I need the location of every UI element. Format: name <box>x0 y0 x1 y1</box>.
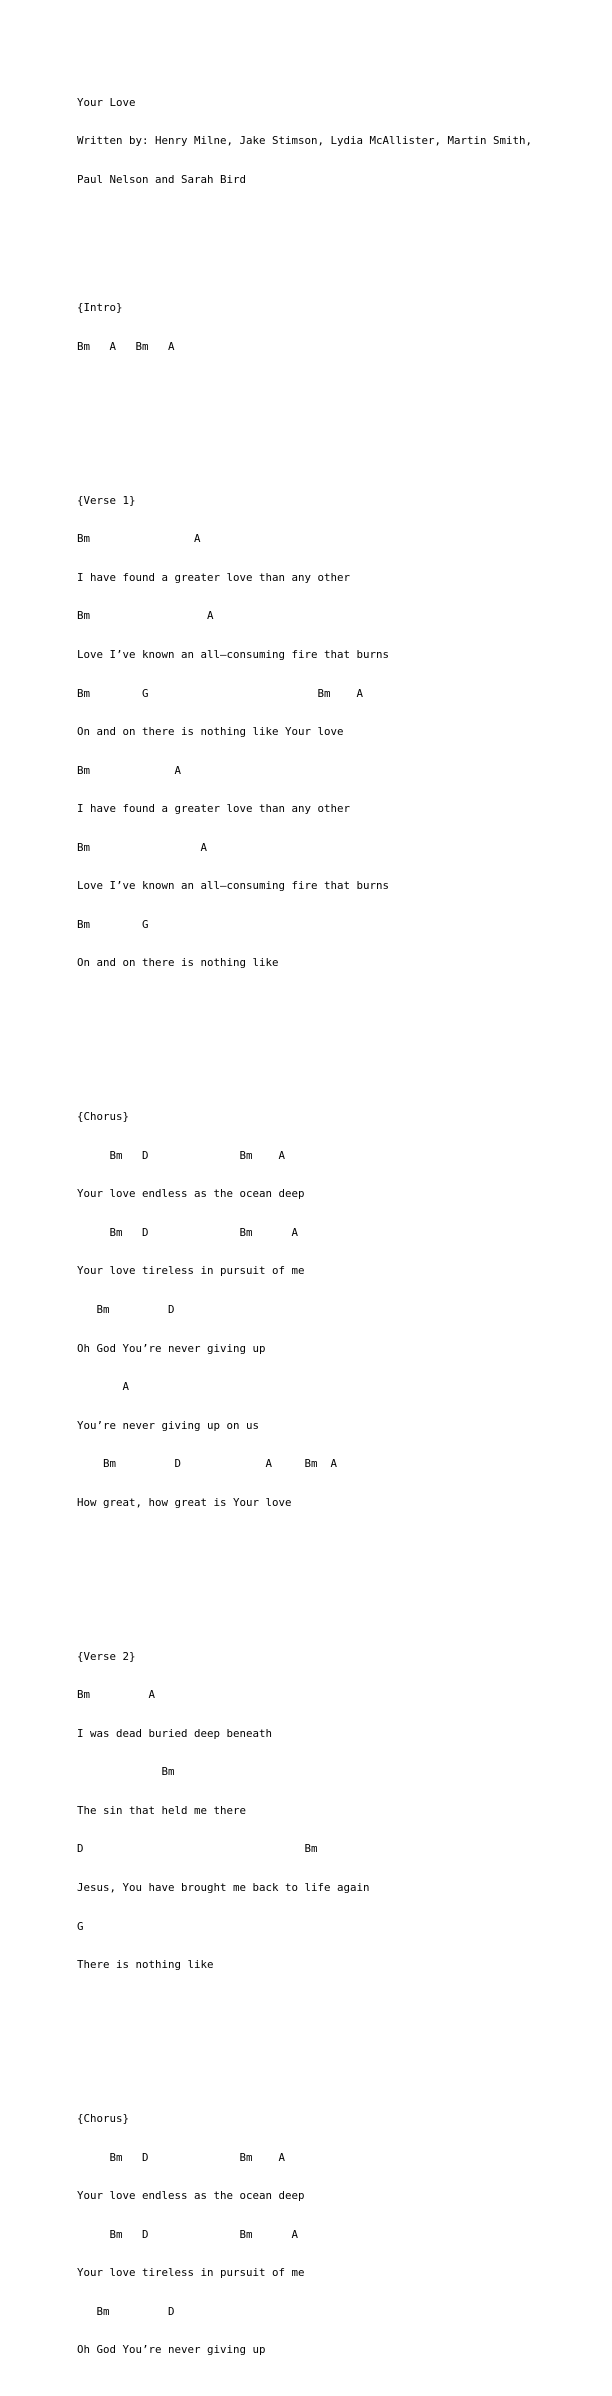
section-label: {Intro} <box>77 301 123 315</box>
lyric-line: Love I’ve known an all–consuming fire that burns <box>77 879 390 893</box>
credits-line: Written by: Henry Milne, Jake Stimson, Lydia McAllister, Martin Smith, <box>77 134 533 148</box>
lyric-line: Your love endless as the ocean deep <box>77 1187 305 1201</box>
section-label: {Verse 1} <box>77 493 136 507</box>
section-label: {Verse 2} <box>77 1649 136 1663</box>
chord-line: Bm A <box>77 609 214 623</box>
chord-line: Bm D A Bm A <box>77 1457 338 1471</box>
chord-line: Bm A <box>77 1688 156 1702</box>
credits-line: Paul Nelson and Sarah Bird <box>77 172 247 186</box>
section-label: {Chorus} <box>77 1110 130 1124</box>
lyric-line: Your love tireless in pursuit of me <box>77 1264 305 1278</box>
chord-line: Bm A <box>77 763 182 777</box>
spacer <box>77 212 532 225</box>
section-verse-1 <box>77 469 532 996</box>
lyric-line: How great, how great is Your love <box>77 1495 292 1509</box>
chord-line: Bm A <box>77 532 201 546</box>
lyric-line: Oh God You’re never giving up <box>77 2343 266 2357</box>
section-chorus-repeat <box>77 2087 532 2382</box>
chord-line: G <box>77 1919 84 1933</box>
section-label: {Chorus} <box>77 2112 130 2126</box>
spacer <box>77 1561 532 1574</box>
spacer <box>77 2023 532 2036</box>
chord-line: Bm D Bm A <box>77 1225 299 1239</box>
chord-line: Bm D <box>77 2304 175 2318</box>
lyric-line: I have found a greater love than any other <box>77 570 351 584</box>
lyric-line: Your love endless as the ocean deep <box>77 2189 305 2203</box>
lyric-line: I have found a greater love than any other <box>77 802 351 816</box>
chord-line: D Bm <box>77 1842 318 1856</box>
lyric-line: Oh God You’re never giving up <box>77 1341 266 1355</box>
lyric-line: Jesus, You have brought me back to life again <box>77 1880 370 1894</box>
lyric-line: Love I’ve known an all–consuming fire that burns <box>77 647 390 661</box>
chord-line: Bm A <box>77 840 208 854</box>
chord-line: Bm D <box>77 1303 175 1316</box>
song-title: Your Love <box>77 95 136 109</box>
spacer <box>77 1021 532 1034</box>
section-chorus <box>77 1086 532 1536</box>
lyric-line: On and on there is nothing like Your love <box>77 725 344 739</box>
lyric-line: I was dead buried deep beneath <box>77 1726 273 1740</box>
section-intro <box>77 277 532 380</box>
chord-sheet <box>77 71 532 2396</box>
chord-line: Bm D Bm A <box>77 2227 299 2241</box>
chord-line: Bm D Bm A <box>77 1148 286 1162</box>
lyric-line: The sin that held me there <box>77 1803 247 1817</box>
chord-line: Bm A Bm A <box>77 339 175 353</box>
chord-line: Bm <box>77 1765 175 1779</box>
section-verse-2 <box>77 1625 532 1997</box>
chord-line: Bm G Bm A <box>77 686 364 700</box>
lyric-line: Your love tireless in pursuit of me <box>77 2266 305 2280</box>
spacer <box>77 405 532 418</box>
lyric-line: There is nothing like <box>77 1958 214 1972</box>
chord-line: A <box>77 1380 130 1394</box>
lyric-line: You’re never giving up on us <box>77 1418 260 1432</box>
lyric-line: On and on there is nothing like <box>77 956 279 970</box>
chord-line: Bm D Bm A <box>77 2150 286 2164</box>
chord-line: Bm G <box>77 917 149 931</box>
